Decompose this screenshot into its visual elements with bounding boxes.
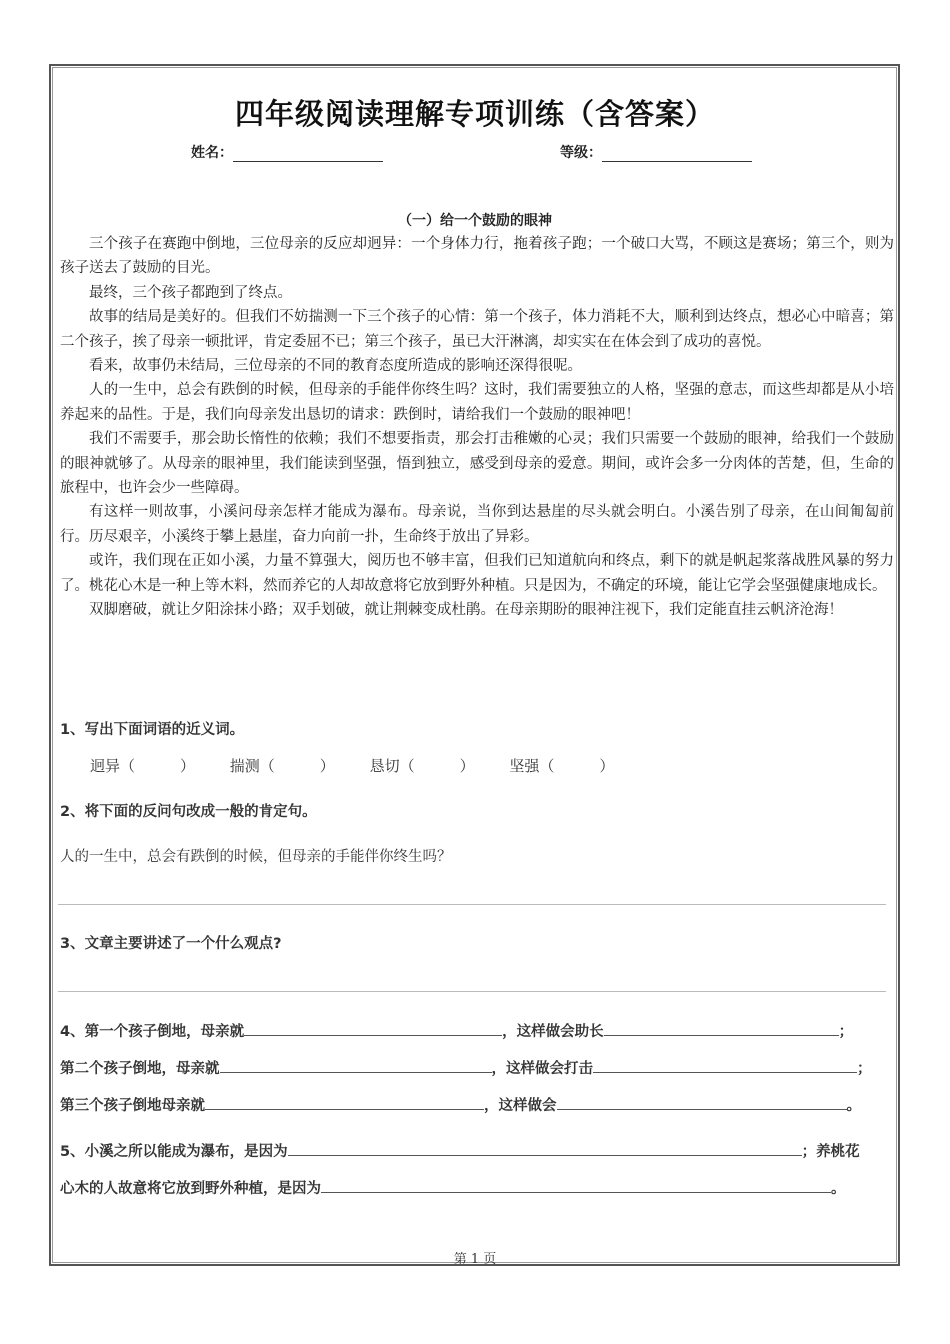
question-4-line-2: 第二个孩子倒地，母亲就 ，这样做会打击 ；: [60, 1061, 872, 1077]
paragraph: 看来，故事仍未结局，三位母亲的不同的教育态度所造成的影响还深得很呢。: [89, 358, 582, 375]
synonym-item[interactable]: 揣测（ ）: [229, 757, 335, 775]
grade-label: 等级：: [560, 145, 602, 161]
paragraph: 人的一生中，总会有跌倒的时候，但母亲的手能伴你终生吗？这时，我们需要独立的人格，坚强的意志，而这些却都是从小培养起来的品性。于是，我们向母亲发出恳切的请求：跌倒时，请给我们一个鼓励的眼神吧！: [60, 382, 894, 423]
paragraph: 故事的结局是美好的。但我们不妨揣测一下三个孩子的心情：第一个孩子，体力消耗不大，顺利到达终点，想必心中暗喜；第二个孩子，挨了母亲一顿批评，肯定委屈不已；第三个孩子，虽已大汗淋漓，却实实在在体会到了成功的喜悦。: [60, 309, 894, 350]
document-title: 四年级阅读理解专项训练（含答案）: [234, 97, 715, 131]
grade-field: [560, 142, 752, 162]
synonym-words: [90, 755, 644, 776]
synonym-item[interactable]: 坚强（ ）: [509, 757, 615, 775]
paragraph: 最终，三个孩子都跑到了终点。: [89, 284, 292, 301]
answer-line[interactable]: [58, 904, 886, 905]
answer-blank[interactable]: [557, 1097, 847, 1110]
answer-blank[interactable]: [244, 1023, 502, 1036]
grade-blank[interactable]: [602, 147, 752, 162]
name-blank[interactable]: [233, 147, 383, 162]
paragraph: 有这样一则故事，小溪问母亲怎样才能成为瀑布。母亲说，当你到达悬崖的尽头就会明白。小溪告别了母亲，在山间匍匐前行。历尽艰辛，小溪终于攀上悬崖，奋力向前一扑，生命终于放出了异彩。: [60, 504, 894, 545]
page-number: 第 1 页: [453, 1252, 497, 1267]
question-4-line-1: 4、第一个孩子倒地，母亲就 ，这样做会助长 ；: [60, 1024, 854, 1040]
question-5-line-2: 心木的人故意将它放到野外种植，是因为 。: [60, 1181, 846, 1197]
passage: [60, 232, 894, 623]
answer-blank[interactable]: [288, 1143, 802, 1156]
answer-blank[interactable]: [604, 1023, 839, 1036]
paragraph: 我们不需要手，那会助长惰性的依赖；我们不想要指责，那会打击稚嫩的心灵；我们只需要一个鼓励的眼神，给我们一个鼓励的眼神就够了。从母亲的眼神里，我们能读到坚强，悟到独立，感受到母亲的爱意。期间，或许会多一分肉体的苦楚，但，生命的旅程中，也许会少一些障碍。: [60, 431, 894, 497]
name-field: [191, 142, 383, 162]
question-5-line-1: 5、小溪之所以能成为瀑布，是因为 ；养桃花: [60, 1144, 860, 1160]
question-2-sentence: 人的一生中，总会有跌倒的时候，但母亲的手能伴你终生吗？: [60, 849, 452, 865]
paragraph: 三个孩子在赛跑中倒地，三位母亲的反应却迥异：一个身体力行，拖着孩子跑；一个破口大骂，不顾这是赛场；第三个，则为孩子送去了鼓励的目光。: [60, 236, 894, 277]
paragraph: 或许，我们现在正如小溪，力量不算强大，阅历也不够丰富，但我们已知道航向和终点，剩下的就是帆起浆落战胜风暴的努力了。桃花心木是一种上等木料，然而养它的人却故意将它放到野外种植。只是因为，不确定的环境，能让它学会坚强健康地成长。: [60, 553, 894, 594]
section-title: （一）给一个鼓励的眼神: [398, 213, 552, 229]
answer-blank[interactable]: [593, 1060, 857, 1073]
question-1: 1、写出下面词语的近义词。: [60, 722, 245, 738]
synonym-item[interactable]: 迥异（ ）: [90, 757, 196, 775]
question-4-line-3: 第三个孩子倒地母亲就 ，这样做会 。: [60, 1098, 861, 1114]
answer-line[interactable]: [58, 991, 886, 992]
question-2: 2、将下面的反问句改成一般的肯定句。: [60, 804, 317, 820]
synonym-item[interactable]: 恳切（ ）: [369, 757, 475, 775]
paragraph: 双脚磨破，就让夕阳涂抹小路；双手划破，就让荆棘变成杜鹃。在母亲期盼的眼神注视下，我们定能直挂云帆济沧海！: [89, 602, 843, 619]
answer-blank[interactable]: [321, 1180, 831, 1193]
question-3: 3、文章主要讲述了一个什么观点?: [60, 936, 282, 952]
answer-blank[interactable]: [220, 1060, 492, 1073]
name-label: 姓名：: [191, 145, 233, 161]
answer-blank[interactable]: [205, 1097, 484, 1110]
